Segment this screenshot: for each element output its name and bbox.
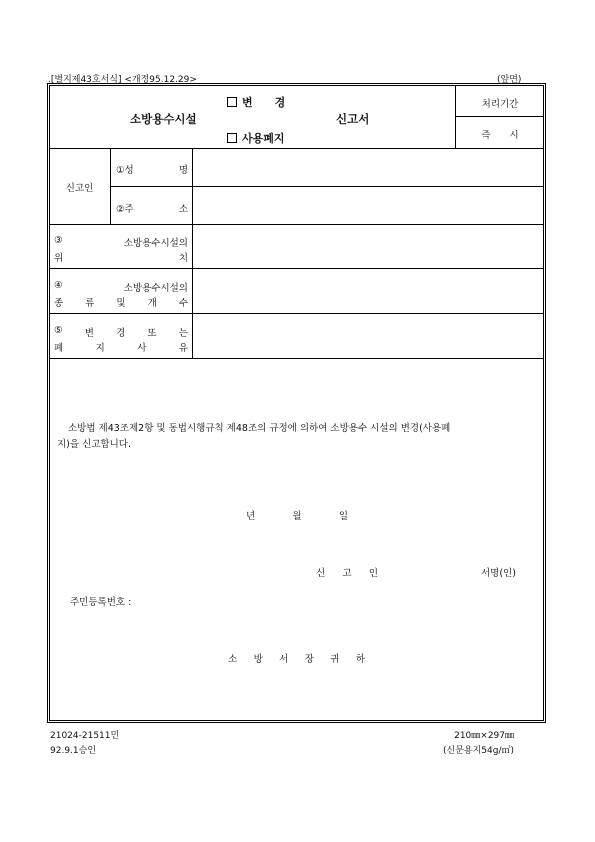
page-side: (앞면) [497, 75, 522, 85]
paper-size: 210㎜×297㎜ [454, 731, 514, 741]
processing-label: 처리기간 [481, 99, 519, 110]
paper-type: (신문용지54g/㎡) [443, 746, 514, 756]
statement-line1: 소방법 제43조제2항 및 동법시행규칙 제48조의 규정에 의하여 소방용수 시설의 변경(사용폐 [68, 423, 451, 434]
processing-value: 즉 시 [481, 130, 519, 141]
divider-processing [455, 116, 544, 117]
title-main: 소방용수시설 [130, 112, 197, 126]
reason-field[interactable] [193, 314, 544, 358]
applicant-label: 신고인 [65, 183, 94, 194]
type-field[interactable] [193, 269, 544, 313]
type-label-line1: ④ 소방용수시설의 [54, 280, 188, 294]
divider-reason [49, 358, 544, 359]
signature-label[interactable]: 서명(인) [481, 568, 516, 579]
form-number: .[별지제43호서식] <개정95.12.29> [48, 75, 197, 85]
address-field[interactable] [193, 187, 544, 224]
approval-date: 92.9.1승인 [50, 746, 97, 756]
address-label: ②주 소 [116, 204, 188, 215]
form-code: 21024-21511민 [50, 731, 120, 741]
reason-label-line2: 폐 지 사 유 [54, 343, 188, 354]
resident-id-label: 주민등록번호 : [70, 597, 132, 608]
location-field[interactable] [193, 225, 544, 268]
date-line[interactable]: 년 월 일 [246, 511, 348, 522]
statement-line2: 지)을 신고합니다. [57, 439, 131, 450]
option-abolish: 사용폐지 [227, 130, 285, 146]
location-label-line1: ③ 소방용수시설의 [54, 235, 188, 249]
recipient-line: 소 방 서 장 귀 하 [228, 654, 365, 665]
name-label: ①성 명 [116, 165, 188, 176]
reason-label-line1: ⑤ 변 경 또 는 [54, 325, 188, 339]
divider-applicant-vertical [110, 148, 111, 224]
change-checkbox[interactable] [227, 97, 237, 107]
location-label-line2: 위 치 [54, 253, 188, 264]
reporter-label: 신 고 인 [316, 568, 378, 579]
type-label-line2: 종 류 및 개 수 [54, 298, 188, 309]
title-suffix: 신고서 [336, 112, 370, 126]
abolish-checkbox[interactable] [227, 133, 237, 143]
option-change: 변 경 [227, 94, 285, 110]
name-field[interactable] [193, 149, 544, 186]
